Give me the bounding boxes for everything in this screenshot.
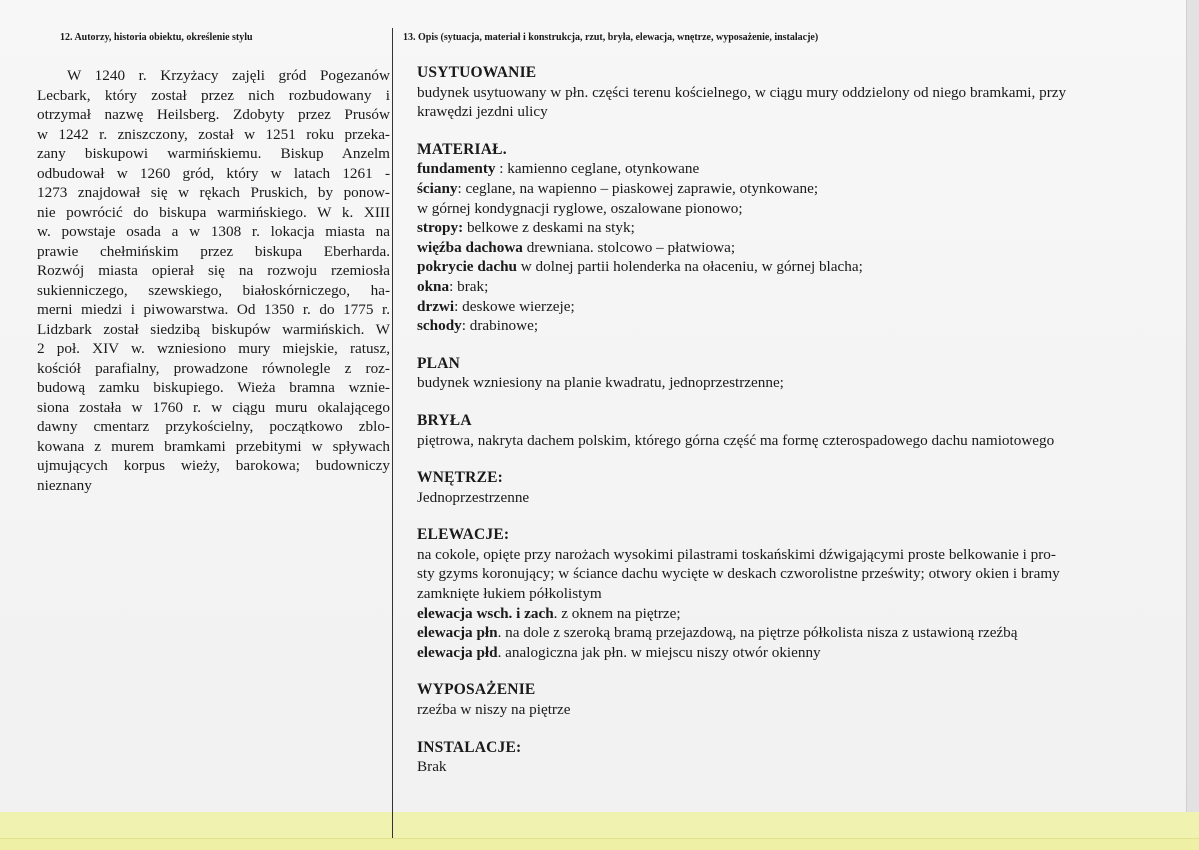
elewacja-text: . na dole z szeroką bramą przejazdową, na piętrze półkolista nisza z ustawioną rzeźbą bbox=[497, 624, 1018, 642]
history-line: Lidzbark został siedzibą biskupów warmińskich. W bbox=[37, 320, 390, 338]
elewacja-label: elewacja płd bbox=[417, 643, 498, 661]
paper-edge bbox=[1186, 0, 1199, 850]
material-item bbox=[417, 218, 1157, 238]
usytuowanie-line: budynek usytuowany w płn. części terenu kościelnego, w ciągu mury oddzielony od niego bramkami, przy bbox=[417, 83, 1067, 101]
plan-title: PLAN bbox=[417, 354, 460, 372]
material-item bbox=[417, 159, 1157, 179]
description-column bbox=[417, 63, 1157, 795]
history-line: prawie chełmińskim przez biskupa Eberharda. bbox=[37, 242, 390, 260]
section-bryla bbox=[417, 411, 1157, 450]
section-usytuowanie bbox=[417, 63, 1157, 122]
wnetrze-title: WNĘTRZE: bbox=[417, 469, 504, 487]
material-text: w górnej kondygnacji ryglowe, oszalowane pionowo; bbox=[417, 199, 743, 217]
material-item bbox=[417, 179, 1157, 199]
material-item bbox=[417, 238, 1157, 258]
wyposazenie-line: rzeźba w niszy na piętrze bbox=[417, 701, 571, 719]
material-item bbox=[417, 297, 1157, 317]
history-line: merni miedzi i piwowarstwa. Od 1350 r. do 1775 r. bbox=[37, 301, 390, 318]
plan-line: budynek wzniesiony na planie kwadratu, jednoprzestrzenne; bbox=[417, 374, 784, 392]
header-left: 12. Autorzy, historia obiektu, określenie stylu bbox=[60, 32, 253, 43]
elewacja-text: . analogiczna jak płn. w miejscu niszy otwór okienny bbox=[497, 643, 821, 661]
material-label: stropy: bbox=[417, 219, 464, 237]
section-instalacje bbox=[417, 738, 1157, 777]
history-line: nie powrócić do biskupa warmińskiego. W k. XIII bbox=[37, 203, 390, 221]
material-label: pokrycie dachu bbox=[417, 258, 517, 276]
material-label: okna bbox=[417, 277, 450, 295]
bryla-title: BRYŁA bbox=[417, 411, 472, 429]
history-paragraph bbox=[37, 66, 390, 495]
instalacje-line: Brak bbox=[417, 758, 447, 776]
elewacja-item bbox=[417, 643, 1157, 663]
history-line: sukienniczego, szewskiego, białoskórniczego, ha- bbox=[37, 281, 390, 299]
history-line: kowana z murem bramkami przebitymi w spływach bbox=[37, 437, 390, 455]
material-text: : drabinowe; bbox=[461, 317, 539, 335]
usytuowanie-title: USYTUOWANIE bbox=[417, 64, 537, 81]
history-line: budową zamku biskupiego. Wieża bramna wznie- bbox=[37, 379, 390, 396]
material-item bbox=[417, 316, 1157, 336]
history-line: kościół parafialny, prowadzone równolegle z roz- bbox=[37, 359, 390, 377]
material-item bbox=[417, 257, 1157, 277]
history-line: odbudował w 1260 gród, który w latach 1261 - bbox=[37, 164, 390, 182]
section-elewacje bbox=[417, 525, 1157, 662]
history-line: siona została w 1760 r. w ciągu muru okalającego bbox=[37, 398, 390, 416]
history-line: nieznany bbox=[37, 476, 92, 494]
history-line: w. powstaje osada a w 1308 r. lokacja miasta na bbox=[37, 223, 390, 240]
history-line: 2 poł. XIV w. wzniesiono mury miejskie, ratusz, bbox=[37, 340, 390, 357]
material-label: fundamenty bbox=[417, 160, 496, 178]
elewacje-line: sty gzyms koronujący; w ściance dachu wycięte w deskach czworolistne prześwity; otwory okien i bramy bbox=[417, 565, 1060, 583]
history-line: otrzymał nazwę Heilsberg. Zdobyty przez Prusów bbox=[37, 106, 390, 123]
elewacja-item bbox=[417, 623, 1157, 643]
elewacja-item bbox=[417, 604, 1157, 624]
material-item bbox=[417, 199, 1157, 219]
history-line: ujmujących korpus wieży, barokowa; budowniczy bbox=[37, 457, 390, 474]
elewacje-line: na cokole, opięte przy narożach wysokimi pilastrami toskańskimi dźwigającymi proste belkowanie i pro- bbox=[417, 545, 1056, 563]
elewacje-line: zamknięte łukiem półkolistym bbox=[417, 585, 602, 603]
history-line: Rozwój miasta opierał się na rozwoju rzemiosła bbox=[37, 262, 390, 279]
bottom-yellow-band bbox=[0, 812, 1199, 850]
material-text: w dolnej partii holenderka na ołaceniu, w górnej blacha; bbox=[517, 258, 863, 276]
bryla-line: piętrowa, nakryta dachem polskim, którego górna część ma formę czterospadowego dachu namiotowego bbox=[417, 431, 1055, 449]
usytuowanie-line: krawędzi jezdni ulicy bbox=[417, 103, 548, 121]
material-label: więźba dachowa bbox=[417, 238, 523, 256]
instalacje-title: INSTALACJE: bbox=[417, 738, 522, 756]
history-line: dawny cmentarz przykościelny, początkowo zblo- bbox=[37, 418, 390, 435]
material-label: schody bbox=[417, 317, 462, 335]
history-line: zany biskupowi warmińskiemu. Biskup Anzelm bbox=[37, 145, 390, 162]
history-line: W 1240 r. Krzyżacy zajęli gród Pogezanów bbox=[67, 67, 390, 84]
history-text bbox=[37, 66, 390, 495]
material-text: drewniana. stolcowo – płatwiowa; bbox=[522, 238, 736, 256]
material-text: : deskowe wierzeje; bbox=[454, 297, 575, 315]
elewacja-label: elewacja wsch. i zach bbox=[417, 604, 554, 622]
section-wyposazenie bbox=[417, 680, 1157, 719]
material-label: ściany bbox=[417, 179, 458, 197]
elewacja-text: . z oknem na piętrze; bbox=[553, 604, 681, 622]
column-divider bbox=[392, 28, 393, 838]
section-plan bbox=[417, 354, 1157, 393]
material-text: : kamienno ceglane, otynkowane bbox=[495, 160, 700, 178]
wyposazenie-title: WYPOSAŻENIE bbox=[417, 681, 536, 699]
material-label: drzwi bbox=[417, 297, 455, 315]
elewacje-title: ELEWACJE: bbox=[417, 526, 510, 544]
history-line: w 1242 r. zniszczony, został w 1251 roku przeka- bbox=[37, 125, 390, 143]
section-wnetrze bbox=[417, 468, 1157, 507]
material-text: : ceglane, na wapienno – piaskowej zaprawie, otynkowane; bbox=[457, 179, 819, 197]
material-title: MATERIAŁ. bbox=[417, 140, 507, 158]
header-right: 13. Opis (sytuacja, materiał i konstrukcja, rzut, bryła, elewacja, wnętrze, wyposażenie, instalacje) bbox=[403, 32, 819, 43]
material-item bbox=[417, 277, 1157, 297]
wnetrze-line: Jednoprzestrzenne bbox=[417, 488, 530, 506]
section-material bbox=[417, 140, 1157, 336]
material-text: belkowe z deskami na styk; bbox=[463, 219, 635, 237]
history-column bbox=[37, 66, 390, 495]
material-text: : brak; bbox=[449, 277, 489, 295]
history-line: 1273 znajdował się w rękach Pruskich, by ponow- bbox=[37, 184, 390, 201]
elewacja-label: elewacja płn bbox=[417, 624, 498, 642]
history-line: Lecbark, który został przez nich rozbudowany i bbox=[37, 86, 390, 104]
